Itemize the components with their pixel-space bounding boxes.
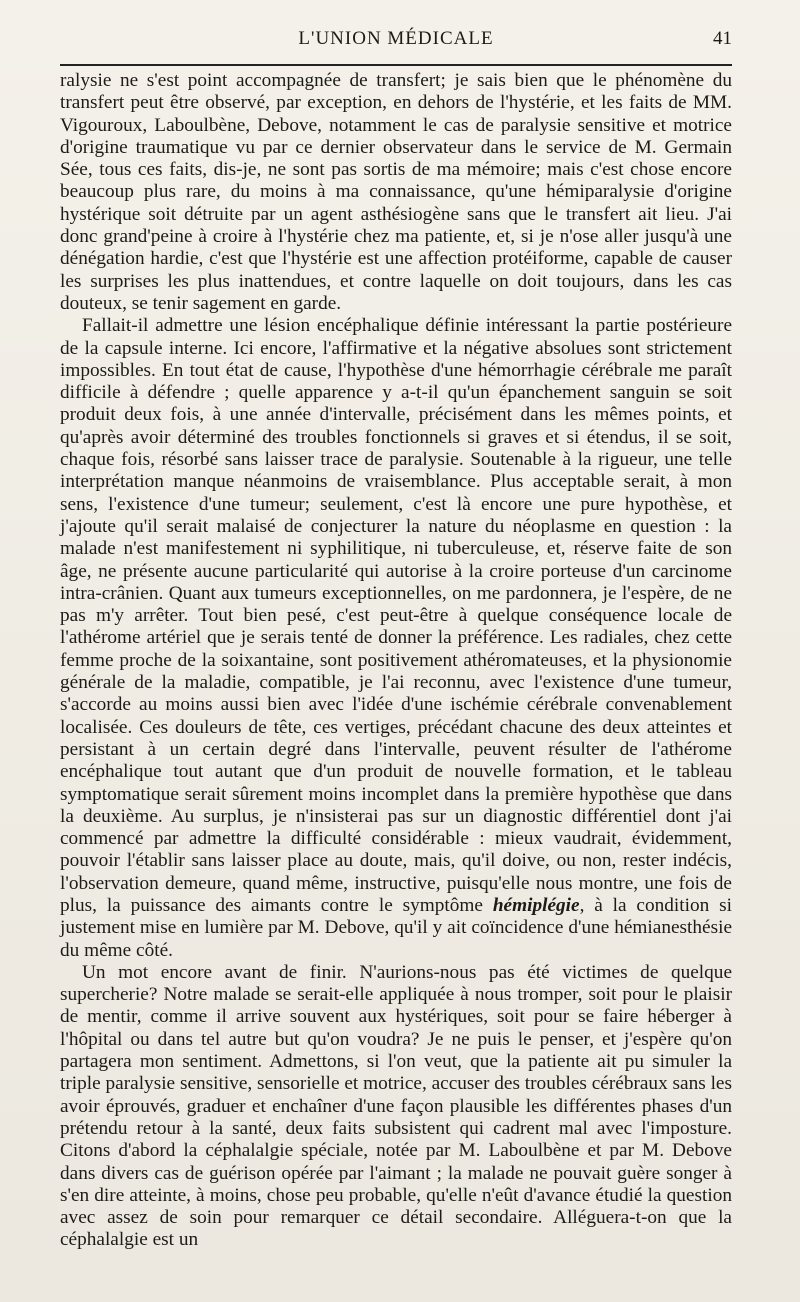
paragraph-2: [60, 315, 732, 962]
paragraph-2-tail: , à la condition si justement mise en lumière par M. Debove, qu'il y ait coïncidence d'une hémianesthésie du même côté.: [60, 894, 732, 961]
paragraph-1: ralysie ne s'est point accompagnée de transfert; je sais bien que le phénomène du transfert peut être observé, par exception, en dehors de l'hystérie, et les faits de MM. Vigouroux, Laboulbène, Debove, notamment le cas de paralysie sensitive et motrice d'origine traumatique vu par ce dernier observateur dans le service de M. Germain Sée, tous ces faits, dis-je, ne sont pas sortis de ma mémoire; mais c'est chose encore beaucoup plus rare, du moins à ma connaissance, qu'une hémiparalysie d'origine hystérique soit détruite par un agent asthésiogène sans que le transfert ait lieu. J'ai donc grand'peine à croire à l'hystérie chez ma patiente, et, si je n'ose aller jusqu'à une dénégation hardie, c'est que l'hystérie est une affection protéiforme, capable de causer les surprises les plus inattendues, et contre laquelle on doit toujours, dans les cas douteux, se tenir sagement en garde.: [60, 70, 732, 314]
paragraph-2-text: Fallait-il admettre une lésion encéphalique définie intéressant la partie postérieure de la capsule interne. Ici encore, l'affirmative et la négative absolues sont strictement impossibles. En tout état de cause, l'hypothèse d'une hémorrhagie cérébrale me paraît difficile à défendre ; quelle apparence y a-t-il qu'un épanchement sanguin se soit produit deux fois, à une année d'intervalle, précisément dans les mêmes points, et qu'après avoir déterminé des troubles fonctionnels si graves et si étendus, il se soit, chaque fois, résorbé sans laisser trace de paralysie. Soutenable à la rigueur, une telle interprétation manque néanmoins de vraisemblance. Plus acceptable serait, à mon sens, l'existence d'une tumeur; seulement, c'est là encore une pure hypothèse, et j'ajoute qu'il serait malaisé de conjecturer la nature du néoplasme en question : la malade n'est manifestement ni syphilitique, ni tuberculeuse, et, réserve faite de son âge, ne présente aucune particularité qui autorise à la croire porteuse d'un carcinome intra-crânien. Quant aux tumeurs exceptionnelles, on me pardonnera, je l'espère, de ne pas m'y arrêter. Tout bien pesé, c'est peut-être à quelque conséquence locale de l'athérome artériel que je serais tenté de donner la préférence. Les radiales, chez cette femme proche de la soixantaine, sont positivement athéromateuses, et la physionomie générale de la maladie, compatible, je l'ai reconnu, avec l'existence d'une tumeur, s'accorde au moins aussi bien avec l'idée d'une ischémie cérébrale convenablement localisée. Ces douleurs de tête, ces vertiges, précédant chacune des deux atteintes et persistant à un certain degré dans l'intervalle, peuvent résulter de l'athérome encéphalique tout autant que d'un produit de nouvelle formation, et le tableau symptomatique serait sûrement moins incomplet dans la première hypothèse que dans la deuxième. Au surplus, je n'insisterai pas sur un diagnostic différentiel dont j'ai commencé par admettre la difficulté considérable : mieux vaudrait, évidemment, pouvoir l'établir sans laisser place au doute, mais, qu'il doive, ou non, rester indécis, l'observation demeure, quand même, instructive, puisqu'elle nous montre, une fois de plus, la puissance des aimants contre le symptôme: [60, 315, 732, 916]
paragraph-3: Un mot encore avant de finir. N'aurions-nous pas été victimes de quelque supercherie? Notre malade se serait-elle appliquée à nous tromper, soit pour le plaisir de mentir, comme il arrive souvent aux hystériques, soit pour se faire héberger à l'hôpital ou dans tel autre but qu'on voudra? Je ne puis le penser, et j'espère qu'on partagera mon sentiment. Admettons, si l'on veut, que la patiente ait pu simuler la triple paralysie sensitive, sensorielle et motrice, accuser des troubles cérébraux sans les avoir éprouvés, graduer et enchaîner d'une façon plausible les différentes phases d'un prétendu retour à la santé, deux faits subsistent qui cadrent mal avec l'imposture. Citons d'abord la céphalalgie spéciale, notée par M. Laboulbène et par M. Debove dans divers cas de guérison opérée par l'aimant ; la malade ne pouvait guère songer à s'en dire atteinte, à moins, chose peu probable, qu'elle n'eût d'avance étudié la question avec assez de soin pour remarquer ce détail secondaire. Alléguera-t-on que la céphalalgie est un: [60, 961, 732, 1251]
paragraph-2-emphasis: hémiplégie: [492, 894, 580, 916]
body-text: [60, 70, 732, 1252]
page-number: 41: [713, 28, 732, 49]
header-rule: [60, 64, 732, 66]
running-head: L'UNION MÉDICALE: [298, 28, 494, 49]
page-header: [60, 28, 732, 62]
